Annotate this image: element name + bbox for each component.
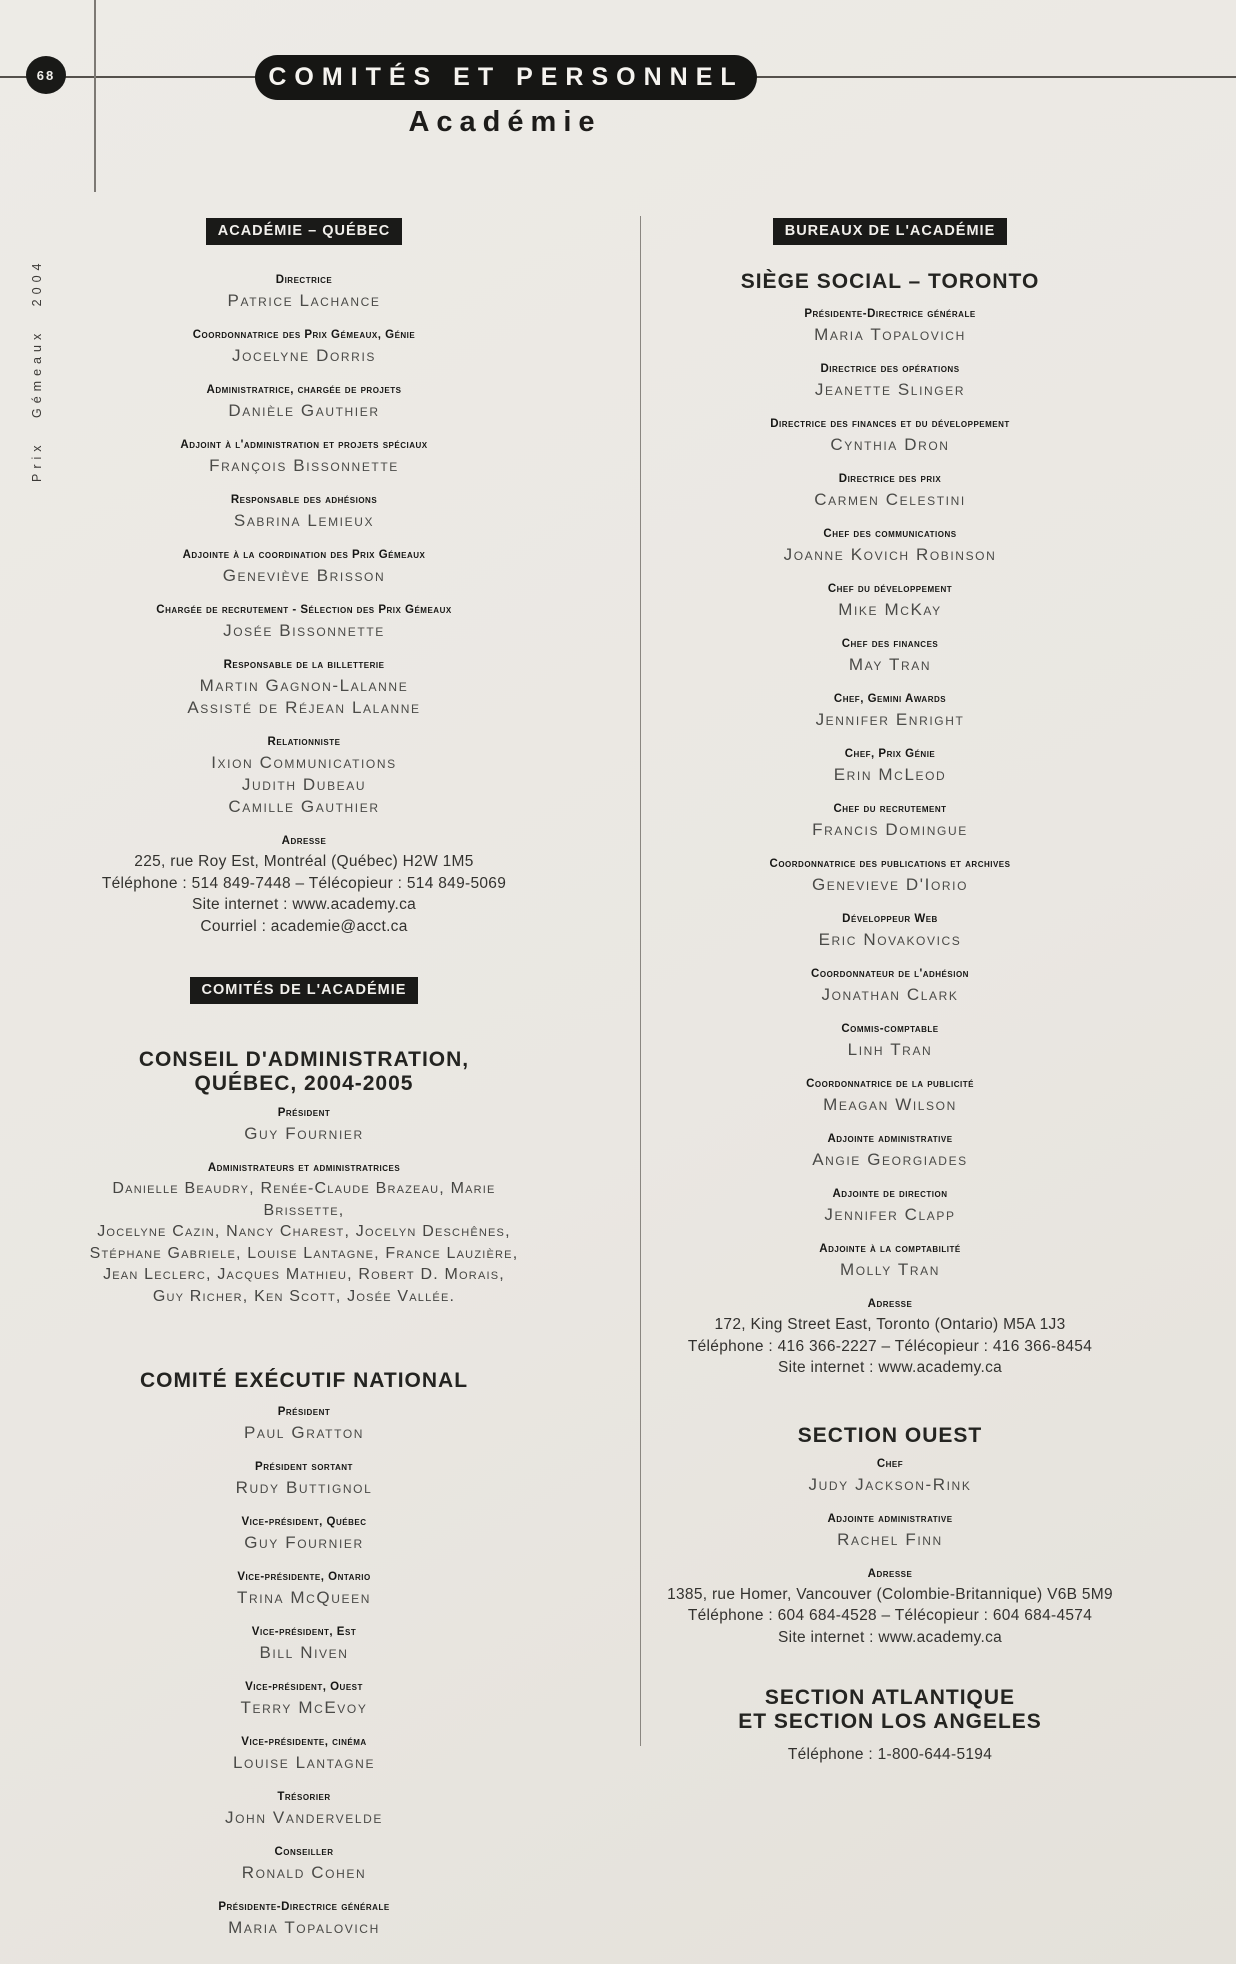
left-column: [88, 218, 520, 1955]
page-subtitle: Académie: [408, 106, 602, 138]
board-members-line: Guy Richer, Ken Scott, Josée Vallée.: [152, 1287, 456, 1305]
board-members-line: Jocelyne Cazin, Nancy Charest, Jocelyn Deschênes,: [97, 1223, 511, 1240]
staff-entry: [88, 603, 520, 642]
section-box-comites: COMITÉS DE L'ACADÉMIE: [190, 977, 419, 1004]
role-label: Chef, Prix Génie: [844, 748, 936, 760]
staff-entry: [88, 1790, 520, 1829]
atlantique-title-line2: ET SECTION LOS ANGELES: [738, 1710, 1042, 1733]
toronto-address-block: [656, 1297, 1124, 1379]
section-atlantique-title: [656, 1686, 1124, 1734]
staff-entry: [656, 307, 1124, 346]
person-name: Meagan Wilson: [823, 1095, 957, 1114]
person-name: Louise Lantagne: [232, 1753, 376, 1772]
role-label: Vice-présidente, Ontario: [237, 1571, 371, 1583]
person-name: Angie Georgiades: [812, 1150, 968, 1169]
staff-entry: [656, 527, 1124, 566]
role-label: Président: [277, 1107, 331, 1119]
person-name: May Tran: [848, 655, 932, 674]
staff-entry: [88, 1570, 520, 1609]
person-name: Guy Fournier: [244, 1533, 364, 1552]
staff-entry: [656, 472, 1124, 511]
section-ouest-title: SECTION OUEST: [797, 1423, 983, 1447]
role-label: Directrice des opérations: [820, 363, 960, 375]
role-label: Présidente-Directrice générale: [218, 1901, 390, 1913]
header-pill: [255, 55, 757, 100]
person-name: Jonathan Clark: [821, 985, 959, 1004]
staff-entry: [656, 1187, 1124, 1226]
staff-entry: [88, 1900, 520, 1939]
person-name: Jennifer Enright: [815, 710, 965, 729]
right-column: [656, 218, 1124, 1766]
person-name: Jeanette Slinger: [814, 380, 966, 399]
staff-entry: [656, 362, 1124, 401]
staff-entry: [656, 912, 1124, 951]
role-label: Vice-président, Est: [251, 1626, 357, 1638]
executif-title: COMITÉ EXÉCUTIF NATIONAL: [139, 1369, 469, 1392]
role-label: Président sortant: [255, 1461, 353, 1473]
role-label: Adjointe à la coordination des Prix Gémeaux: [182, 549, 426, 561]
staff-entry: [88, 493, 520, 532]
staff-entry: [88, 1625, 520, 1664]
role-label: Chef du recrutement: [833, 803, 947, 815]
column-divider: [640, 216, 641, 1746]
role-label: Coordonnatrice de la publicité: [806, 1078, 974, 1090]
role-label: Commis-comptable: [841, 1023, 939, 1035]
atlantique-phone: Téléphone : 1-800-644-5194: [787, 1746, 993, 1763]
staff-entry: [656, 1457, 1124, 1496]
board-members-line: Jean Leclerc, Jacques Mathieu, Robert D. Morais,: [103, 1266, 505, 1283]
academie-quebec-staff-list: [88, 273, 520, 818]
staff-entry: [88, 1460, 520, 1499]
role-label: Chef des communications: [823, 528, 957, 540]
person-name: Jennifer Clapp: [824, 1205, 956, 1224]
staff-entry: [656, 857, 1124, 896]
conseil-title: [88, 1048, 520, 1096]
staff-entry: [88, 658, 520, 719]
person-name: Trina McQueen: [237, 1588, 371, 1607]
address-label: Adresse: [281, 835, 327, 847]
address-line: 172, King Street East, Toronto (Ontario) M5A 1J3: [714, 1316, 1066, 1333]
person-name: Molly Tran: [839, 1260, 941, 1279]
spine-vertical-text: Prix Gémeaux 2004: [30, 258, 44, 482]
role-label: Chef des finances: [841, 638, 939, 650]
address-line: Site internet : www.academy.ca: [191, 896, 417, 913]
header-pill-title: COMITÉS ET PERSONNEL: [268, 63, 744, 91]
person-name: Joanne Kovich Robinson: [783, 545, 997, 564]
siege-staff-list: [656, 307, 1124, 1281]
board-members-line: Stéphane Gabriele, Louise Lantagne, France Lauzière,: [89, 1244, 519, 1262]
staff-entry: [656, 692, 1124, 731]
address-line: Téléphone : 604 684-4528 – Télécopieur : 604 684-4574: [687, 1607, 1093, 1624]
person-name: Danièle Gauthier: [228, 401, 380, 420]
staff-entry: [88, 328, 520, 367]
page-number-badge: [26, 56, 66, 94]
staff-entry: [656, 1077, 1124, 1116]
person-name: Rachel Finn: [837, 1529, 943, 1549]
role-label: Directrice des prix: [838, 473, 942, 485]
role-label: Responsable des adhésions: [230, 494, 378, 506]
page-number: 68: [36, 67, 56, 83]
role-label: Relationniste: [267, 736, 341, 748]
person-name: Rudy Buttignol: [235, 1478, 373, 1497]
role-label: Président: [277, 1406, 331, 1418]
section-box-bureaux: BUREAUX DE L'ACADÉMIE: [773, 218, 1008, 245]
person-name: Mike McKay: [838, 600, 942, 619]
role-label: Chef: [876, 1457, 904, 1470]
staff-entry: [656, 637, 1124, 676]
board-members-line: Danielle Beaudry, Renée-Claude Brazeau, Marie Brissette,: [112, 1180, 496, 1219]
role-label: Présidente-Directrice générale: [804, 308, 976, 320]
address-line: Site internet : www.academy.ca: [777, 1359, 1003, 1376]
siege-social-title: SIÈGE SOCIAL – TORONTO: [740, 270, 1040, 293]
person-name: Erin McLeod: [833, 765, 947, 784]
address-label: Adresse: [867, 1567, 913, 1580]
person-name: Judith Dubeau: [241, 775, 367, 794]
person-name: Sabrina Lemieux: [233, 511, 375, 530]
executif-staff-list: [88, 1405, 520, 1939]
role-label: Chef du développement: [827, 583, 953, 595]
person-name: Martin Gagnon-Lalanne: [199, 676, 409, 695]
role-label: Conseiller: [274, 1846, 334, 1858]
role-label: Adjoint à l'administration et projets spéciaux: [180, 439, 428, 451]
role-label: Développeur Web: [842, 913, 938, 925]
person-name: Maria Topalovich: [228, 1918, 380, 1937]
person-name: Terry McEvoy: [240, 1698, 368, 1717]
staff-entry: [88, 1735, 520, 1774]
staff-entry: [88, 548, 520, 587]
staff-entry: [88, 1106, 520, 1145]
ouest-staff-list: [656, 1457, 1124, 1551]
person-name: Francis Domingue: [812, 820, 968, 839]
person-name: Guy Fournier: [244, 1124, 364, 1143]
person-name: Geneviève Brisson: [222, 566, 386, 585]
staff-entry: [88, 438, 520, 477]
person-name: Maria Topalovich: [814, 325, 966, 344]
role-label: Coordonnateur de l'adhésion: [811, 968, 969, 980]
quebec-address-block: [88, 834, 520, 937]
staff-entry: [656, 802, 1124, 841]
staff-entry: [88, 1680, 520, 1719]
conseil-title-line2: QUÉBEC, 2004-2005: [194, 1072, 414, 1095]
address-label: Adresse: [867, 1298, 913, 1310]
person-name: Genevieve D'Iorio: [811, 875, 969, 894]
staff-entry: [656, 582, 1124, 621]
vancouver-address-block: [656, 1567, 1124, 1649]
person-name: Bill Niven: [259, 1643, 349, 1662]
board-members-block: [88, 1161, 520, 1307]
staff-entry: [88, 383, 520, 422]
person-name: Assisté de Réjean Lalanne: [187, 698, 421, 717]
person-name: Ronald Cohen: [241, 1863, 367, 1882]
role-label: Adjointe de direction: [832, 1188, 948, 1200]
person-name: Cynthia Dron: [830, 435, 950, 454]
address-line: Téléphone : 416 366-2227 – Télécopieur : 416 366-8454: [687, 1337, 1093, 1355]
role-label: Responsable de la billetterie: [223, 659, 385, 671]
staff-entry: [656, 1512, 1124, 1551]
person-name: Patrice Lachance: [227, 291, 381, 310]
person-name: Linh Tran: [847, 1040, 933, 1059]
spine-rule: [94, 0, 96, 192]
conseil-staff-list: [88, 1106, 520, 1145]
role-label: Chargée de recrutement - Sélection des Prix Gémeaux: [156, 604, 452, 616]
person-name: Josée Bissonnette: [223, 621, 385, 640]
role-label: Directrice des finances et du développement: [770, 418, 1010, 430]
staff-entry: [656, 747, 1124, 786]
address-line: Site internet : www.academy.ca: [777, 1628, 1003, 1646]
board-members-lines: [88, 1178, 520, 1307]
board-members-role-label: Administrateurs et administratrices: [207, 1162, 401, 1174]
staff-entry: [88, 735, 520, 818]
address-line: 225, rue Roy Est, Montréal (Québec) H2W 1M5: [134, 853, 474, 870]
role-label: Adjointe administrative: [827, 1512, 953, 1525]
section-box-academie-quebec: ACADÉMIE – QUÉBEC: [206, 218, 403, 245]
person-name: Judy Jackson-Rink: [808, 1474, 972, 1494]
person-name: Ixion Communications: [211, 753, 397, 772]
role-label: Chef, Gemini Awards: [833, 693, 947, 705]
staff-entry: [88, 1845, 520, 1884]
role-label: Vice-présidente, cinéma: [241, 1736, 367, 1748]
staff-entry: [656, 967, 1124, 1006]
role-label: Adjointe à la comptabilité: [819, 1243, 961, 1255]
conseil-title-line1: CONSEIL D'ADMINISTRATION,: [138, 1048, 470, 1071]
role-label: Coordonnatrice des publications et archives: [769, 858, 1011, 870]
role-label: Coordonnatrice des Prix Gémeaux, Génie: [192, 329, 416, 341]
address-line: Téléphone : 514 849-7448 – Télécopieur : 514 849-5069: [101, 874, 507, 892]
atlantique-title-line1: SECTION ATLANTIQUE: [764, 1686, 1016, 1709]
person-name: Eric Novakovics: [818, 930, 962, 949]
role-label: Vice-président, Ouest: [245, 1681, 363, 1693]
staff-entry: [656, 1242, 1124, 1281]
staff-entry: [656, 1132, 1124, 1171]
role-label: Administratrice, chargée de projets: [206, 384, 402, 396]
staff-entry: [656, 417, 1124, 456]
person-name: Carmen Celestini: [814, 490, 966, 509]
person-name: François Bissonnette: [209, 456, 399, 475]
person-name: Camille Gauthier: [228, 797, 380, 816]
staff-entry: [88, 1515, 520, 1554]
person-name: Jocelyne Dorris: [232, 346, 376, 365]
staff-entry: [656, 1022, 1124, 1061]
staff-entry: [88, 1405, 520, 1444]
address-line: 1385, rue Homer, Vancouver (Colombie-Britannique) V6B 5M9: [667, 1585, 1113, 1603]
role-label: Trésorier: [277, 1791, 331, 1803]
person-name: John Vandervelde: [225, 1808, 383, 1827]
role-label: Directrice: [275, 274, 333, 286]
address-line: Courriel : academie@acct.ca: [200, 917, 408, 935]
role-label: Vice-président, Québec: [241, 1516, 367, 1528]
person-name: Paul Gratton: [243, 1423, 365, 1442]
staff-entry: [88, 273, 520, 312]
role-label: Adjointe administrative: [827, 1133, 953, 1145]
